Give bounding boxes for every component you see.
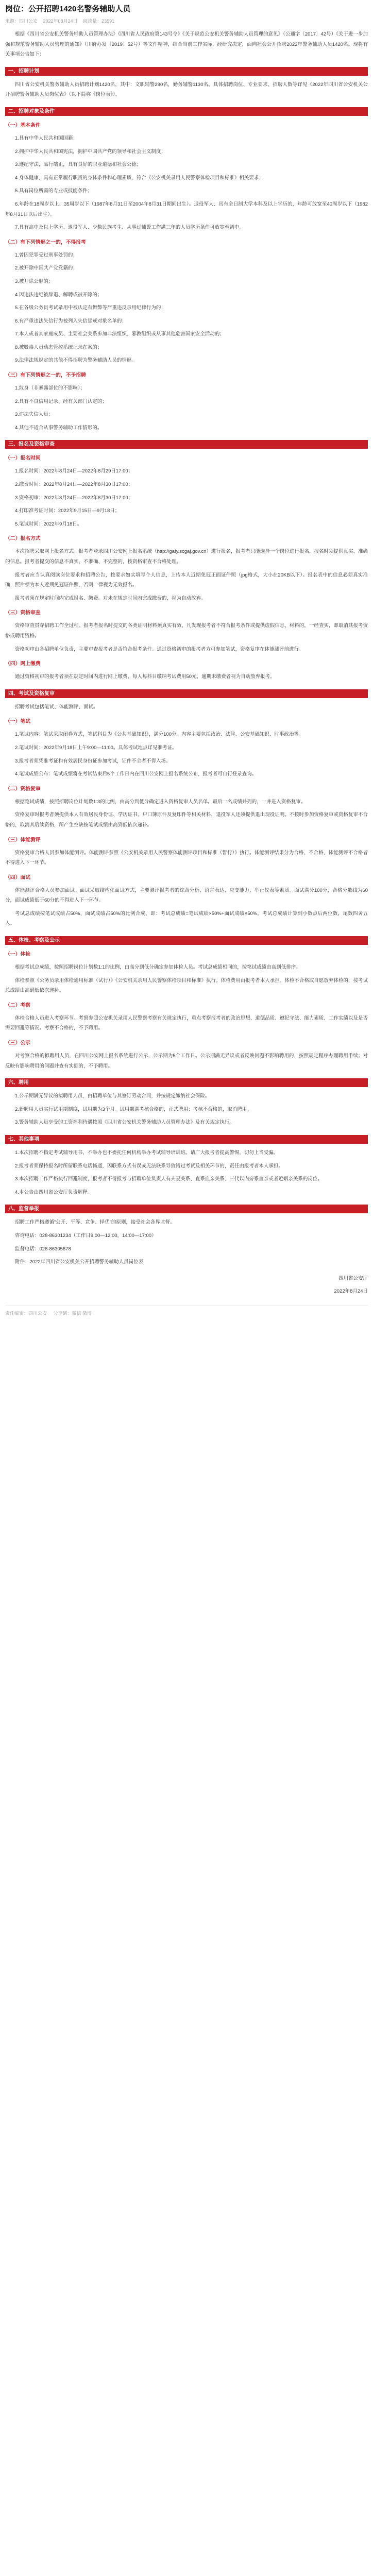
subsection-paragraph: 根据笔试成绩，按照招聘岗位计划数1:3的比例，由高分到低分确定进入资格复审人员名单。最后一名成绩并列的，一并进入资格复审。 (15, 799, 306, 805)
subsection-paragraph: 体检合格人员进入考察环节。考察参照公安机关录用人民警察考察有关规定执行，重点考察报考者的政治思想、道德品质、遵纪守法、能力素质、工作实绩以及是否需要回避等情况。考察不合格的，不予聘用。 (5, 1015, 368, 1031)
article-title: 岗位：公开招聘1420名警务辅助人员 (5, 5, 131, 13)
subsection-paragraph: 8.被吸毒人员动态管控系统记录在案的； (15, 344, 103, 350)
subsection-heading: （二）考察 (5, 1002, 30, 1008)
section-heading: 五、体检、考察及公示 (5, 936, 368, 945)
subsection-paragraph: 4.身体健康，具有正常履行职责的身体条件和心理素质，符合《公安机关录用人民警察体检项目和标准》相关要求； (15, 175, 264, 181)
article-attachments (5, 1257, 368, 1267)
subsection-paragraph: 考试总成绩按笔试成绩占50%、面试成绩占50%的比例合成，即：考试总成绩=笔试成绩×50%+面试成绩×50%。考试总成绩计算到小数点后两位数，尾数四舍五入。 (5, 910, 368, 927)
subsection-heading: （四）面试 (5, 874, 30, 880)
subsection-paragraph: 体能测评合格人员参加面试。面试采取结构化面试方式，主要测评报考者的综合分析、语言表达、应变能力、举止仪表等素质。面试满分100分，合格分数线为60分，面试成绩低于60分的不得进入下一环节。 (5, 887, 368, 904)
subsection-heading: （一）基本条件 (5, 122, 41, 128)
subsection-paragraph: 通过资格初审的报考者须在规定时间内进行网上缴费，每人每科目缴纳考试费用50元，逾期未缴费者视为自动放弃报考。 (15, 674, 275, 680)
subsection-paragraph: 3.被开除公职的； (15, 278, 54, 284)
subsection-paragraph: 资格复审合格人员参加体能测评。体能测评参照《公安机关录用人民警察体能测评项目和标准（暂行）》执行。体能测评结果分为合格、不合格，体能测评不合格者不得进入下一环节。 (5, 850, 368, 866)
section-paragraph: 2.报考者须保持报名时所留联系电话畅通，因联系方式有误或无法联系导致错过考试及相关环节的，责任由报考者本人承担。 (15, 1163, 283, 1169)
section-heading: 二、招聘对象及条件 (5, 107, 368, 116)
subsection-heading: （二）有下列情形之一的，不得报考 (5, 239, 86, 245)
subsection-paragraph: 4.因违法违纪被辞退、解聘或被开除的； (15, 292, 103, 298)
subsection-paragraph: 3.遵纪守法，品行端正，具有良好的职业道德和社会公德； (15, 162, 142, 168)
article-section (5, 689, 368, 929)
subsection-paragraph: 对考察合格的拟聘用人员，在四川公安网上报名系统进行公示，公示期为5个工作日。公示期满无异议或者反映问题不影响聘用的，按照规定程序办理聘用手续；对反映有影响聘用的问题并查有实据的，不予聘用。 (5, 1053, 368, 1069)
subsection-paragraph: 体检参照《公务员录用体检通用标准（试行）》《公安机关录用人民警察体检项目和标准》执行。体检费用由报考者本人承担。体检不合格或自愿放弃体检的，按考试总成绩由高到低依次递补。 (5, 977, 368, 994)
article-date: 2022年08月24日 (43, 19, 78, 24)
section-heading: 一、招聘计划 (5, 67, 368, 76)
article-signature-date: 2022年8月24日 (334, 1289, 368, 1295)
subsection-heading: （二）资格复审 (5, 786, 41, 792)
section-heading: 三、报名及资格审查 (5, 440, 368, 449)
subsection-paragraph: 1.具有中华人民共和国国籍； (15, 135, 78, 141)
subsection-paragraph: 7.具有高中及以上学历。退役军人、少数民族考生、从事过辅警工作满三年的人员学历条件可放宽至初中。 (15, 225, 244, 231)
section-paragraph: 招聘工作严格遵循“公开、平等、竞争、择优”的原则，接受社会各界监督。 (15, 1219, 175, 1226)
section-paragraph: 咨询电话：028-86301234（工作日9:00—12:00，14:00—17:00） (15, 1232, 157, 1239)
subsection-heading: （三）资格审查 (5, 610, 41, 616)
subsection-paragraph: 4.其他不适合从事警务辅助工作情形的。 (15, 425, 103, 431)
article-signature: 四川省公安厅 (338, 1275, 368, 1281)
section-paragraph: 3.本次招聘工作严格执行回避制度，报考者不得报考与招聘单位负责人有夫妻关系、直系血亲关系、三代以内旁系血亲或者近姻亲关系的岗位。 (15, 1176, 323, 1182)
section-paragraph: 四川省公安机关警务辅助人员招聘计划1420名，其中：文职辅警290名，勤务辅警1130名。具体招聘岗位、专业要求、招聘人数等详见《2022年四川省公安机关公开招聘警务辅助人员岗位表》（以下简称《岗位表》）。 (5, 81, 368, 98)
subsection-paragraph: 5.具有岗位所需的专业或技能条件； (15, 188, 93, 194)
subsection-paragraph: 2.缴费时间：2022年8月24日—2022年8月30日17:00； (15, 482, 133, 488)
section-paragraph: 2.新聘用人员实行试用期制度，试用期为3个月。试用期满考核合格的，正式聘用；考核不合格的，取消聘用。 (15, 1106, 252, 1112)
subsection-paragraph: 9.法律法规规定的其他不得招聘为警务辅助人员的情形。 (15, 358, 137, 364)
article-editor: 责任编辑：四川公安 (5, 1310, 47, 1316)
subsection-heading: （一）笔试 (5, 719, 30, 725)
subsection-paragraph: 本次招聘采取网上报名方式。报考者登录四川公安网上报名系统（http://gafy.scgaj.gov.cn）进行报名，报考者只能选择一个岗位进行报名，报名时须提供真实、准确的信息。报考者提交的信息不真实、不准确、不完整的，按资格审查不合格处理。 (5, 549, 368, 565)
article-section (5, 1078, 368, 1128)
subsection-paragraph: 3.违法失信人员； (15, 412, 54, 418)
article-intro: 根据《四川省公安机关警务辅助人员管理办法》《四川省人民政府第143号令》《关于规范公安机关警务辅助人员管理的意见》（公通字〔2017〕42号）《关于进一步加强和规范警务辅助人员管理的通知》（川府办发〔2019〕52号）等文件精神，结合当前工作实际，经研究决定，面向社会公开招聘2022年警务辅助人员1420名。现将有关事项公告如下： (5, 31, 368, 58)
subsection-paragraph: 1.曾因犯罪受过刑事处罚的； (15, 252, 78, 258)
subsection-paragraph: 2.笔试时间：2022年9月18日上午9:00—11:00。具体考试地点详见准考证。 (15, 744, 177, 751)
subsection-heading: （三）公示 (5, 1040, 30, 1046)
subsection-heading: （一）体检 (5, 952, 30, 958)
subsection-paragraph: 根据考试总成绩，按照招聘岗位计划数1:1的比例，由高分到低分确定参加体检人员。考试总成绩相同的，按笔试成绩由高到低排序。 (15, 964, 301, 971)
section-heading: 七、其他事项 (5, 1135, 368, 1144)
subsection-heading: （三）体能测评 (5, 837, 41, 843)
subsection-heading: （二）报名方式 (5, 536, 41, 542)
article-section (5, 1135, 368, 1197)
subsection-paragraph: 2.拥护中华人民共和国宪法，拥护中国共产党的领导和社会主义制度； (15, 148, 166, 155)
section-paragraph: 监督电话：028-86305678 (15, 1246, 71, 1252)
subsection-paragraph: 资格复审时报考者须提供本人有效居民身份证、学历证书、户口簿原件及复印件等相关材料，退役军人还须提供退出现役证明。不按时参加资格复审或资格复审不合格的，取消其后续资格，所产生空缺按笔试成绩由高到低依次递补。 (5, 812, 368, 828)
section-paragraph: 1.公示期满无异议的拟聘用人员，由招聘单位与其签订劳动合同，并按规定缴纳社会保险。 (15, 1093, 210, 1099)
article-meta (5, 18, 368, 24)
section-heading: 八、监督举报 (5, 1205, 368, 1213)
subsection-paragraph: 4.打印准考证时间：2022年9月15日—9月18日； (15, 508, 120, 514)
subsection-paragraph: 1.报名时间：2022年8月24日—2022年8月29日17:00； (15, 468, 133, 474)
subsection-heading: （一）报名时间 (5, 455, 41, 462)
article-body (5, 29, 368, 1297)
article-source: 来源：四川公安 (5, 19, 38, 24)
section-paragraph: 3.警务辅助人员享受的工资福利待遇按照《四川省公安机关警务辅助人员管理办法》及有关规定执行。 (15, 1120, 234, 1126)
subsection-paragraph: 3.资格初审：2022年8月24日—2022年8月30日17:00； (15, 495, 133, 501)
article-section (5, 67, 368, 100)
article-views: 阅读量：23591 (83, 19, 115, 24)
subsection-paragraph: 5.在各级公务员考试录用中被认定有舞弊等严重违反录用纪律行为的； (15, 305, 166, 311)
subsection-paragraph: 6.年龄在18周岁以上、35周岁以下（1987年8月31日至2004年8月31日期间出生）。退役军人、具有全日制大学本科及以上学历的，年龄可放宽至40周岁以下（1982年8月31日以后出生）。 (5, 201, 368, 217)
section-heading: 六、聘用 (5, 1078, 368, 1087)
subsection-paragraph: 2.具有不良信用记录、经有关部门认定的； (15, 398, 107, 404)
subsection-heading: （三）有下列情形之一的，不予招聘 (5, 372, 86, 379)
subsection-paragraph: 4.笔试成绩公布：笔试成绩将在考试结束后5个工作日内在四川公安网上报名系统公布，报考者可自行登录查询。 (15, 771, 257, 777)
section-paragraph: 招聘考试包括笔试、体能测评、面试。 (15, 704, 98, 710)
article-section (5, 440, 368, 682)
attachment-link[interactable]: 附件：2022年四川省公安机关公开招聘警务辅助人员岗位表 (15, 1259, 144, 1265)
subsection-paragraph: 5.笔试时间：2022年9月18日。 (15, 521, 82, 527)
subsection-paragraph: 1.笔试内容：笔试采取闭卷方式，笔试科目为《公共基础知识》，满分100分。内容主要包括政治、法律、公安基础知识、时事政治等。 (15, 732, 304, 738)
section-paragraph: 1.本次招聘不指定考试辅导用书，不举办也不委托任何机构举办考试辅导培训班。请广大报考者提高警惕，切勿上当受骗。 (15, 1150, 279, 1156)
article-share[interactable]: 分享到：微信 微博 (53, 1310, 92, 1316)
subsection-paragraph: 6.有严重违法失信行为被列入失信惩戒对象名单的； (15, 318, 127, 324)
subsection-paragraph: 报考者须在规定时间内完成报名、缴费。对未在规定时间内完成缴费的，视为自动放弃。 (15, 595, 206, 601)
subsection-paragraph: 7.本人或者其家庭成员、主要社会关系参加非法组织、邪教组织或从事其他危害国家安全活动的； (15, 331, 225, 337)
article-section (5, 107, 368, 433)
article-section (5, 936, 368, 1071)
article-sections (5, 67, 368, 1254)
section-paragraph: 4.本公告由四川省公安厅负责解释。 (15, 1189, 93, 1195)
subsection-paragraph: 2.被开除中国共产党党籍的； (15, 265, 78, 272)
article-section (5, 1205, 368, 1254)
subsection-paragraph: 1.纹身（非暴露部位的不影响）； (15, 385, 86, 392)
subsection-paragraph: 3.报考者须凭准考证和有效居民身份证参加考试，证件不全者不得入场。 (15, 758, 171, 764)
subsection-paragraph: 报考者应当认真阅读岗位要求和招聘公告，按要求如实填写个人信息，上传本人近期免冠正面证件照（jpg格式，大小在20KB以下）。报名表中的信息必须真实准确，照片须为本人近期免冠证件照，否则一律视为无效报名。 (5, 572, 368, 588)
subsection-paragraph: 资格初审由各招聘单位负责，主要审查报考者是否符合报考条件。通过资格初审的报考者方可参加笔试，资格复审在体能测评前进行。 (15, 646, 304, 652)
article-footer (5, 1305, 368, 1316)
subsection-paragraph: 资格审查贯穿招聘工作全过程。报考者报名时提交的各类证明材料须真实有效，凡发现报考者不符合报考条件或提供虚假信息、材料的，一经查实，即取消其报考资格或聘用资格。 (5, 623, 368, 639)
section-heading: 四、考试及资格复审 (5, 689, 368, 698)
subsection-heading: （四）网上缴费 (5, 661, 41, 667)
